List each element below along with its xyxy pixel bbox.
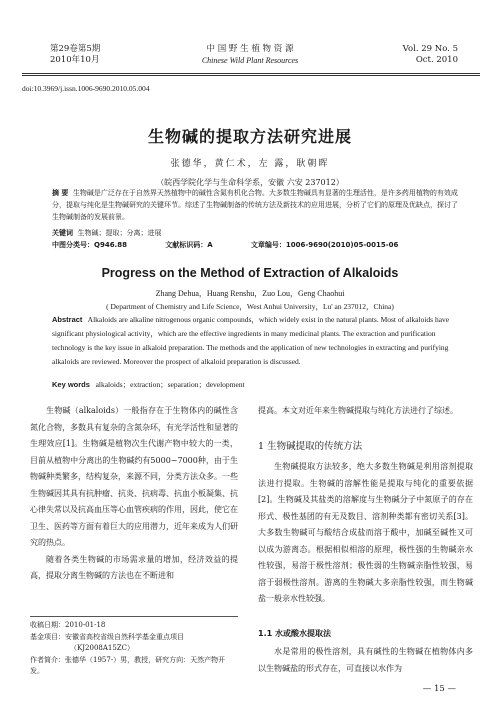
authors-en: Zhang Dehua，Huang Renshu，Zuo Lou，Geng Chaohui <box>155 289 345 298</box>
subsection-1-1-heading: 1.1 水或酸水提取法 <box>258 629 331 638</box>
keywords-en-text: alkaloids；extraction；separation；development <box>95 380 245 389</box>
abstract-en <box>52 313 462 369</box>
journal-date-cn: 2010年10月 <box>50 55 100 65</box>
document-code: 文献标识码：A <box>165 241 213 249</box>
abstract-en-label: Abstract <box>52 315 83 324</box>
journal-name-cn: 中 国 野 生 植 物 资 源 <box>206 44 294 54</box>
article-number: 文章编号：1006-9690(2010)05-0015-06 <box>250 241 399 249</box>
header-rule <box>22 73 480 74</box>
abstract-cn-label: 摘 要 <box>52 189 69 197</box>
keywords-cn <box>52 227 462 239</box>
keywords-en-label: Key words <box>52 380 90 389</box>
fund-project: 基金项目：安徽省高校省级自然科学基金重点项目 <box>30 632 184 641</box>
body-right-intro: 提高。本文对近年来生物碱提取与纯化方法进行了综述。 <box>258 406 458 415</box>
page-number: — 15 — <box>422 684 456 694</box>
affiliation-cn: （皖西学院化学与生命科学系，安徽 六安 237012） <box>156 178 344 187</box>
abstract-cn-text: 生物碱是广泛存在于自然界天然植物中的碱性含氮有机化合物。大多数生物碱具有显著的生理活性，是许多药用植物的有效成分，提取与纯化是生物碱研究的关键环节。综述了生物碱制备的传统方法及新技术的应用进展，分析了它们的原理及优缺点，探讨了生物碱制备的发展前景。 <box>52 189 458 221</box>
journal-name-en: Chinese Wild Plant Resources <box>201 56 299 65</box>
clc-number: 中图分类号：Q946.88 <box>52 241 127 249</box>
abstract-cn <box>52 187 462 223</box>
journal-issue-en <box>403 44 458 66</box>
keywords-cn-label: 关键词 <box>52 229 73 237</box>
footnotes <box>30 620 238 678</box>
journal-volume-en: Vol. 29 No. 5 <box>402 44 458 54</box>
journal-volume: 第29卷第5期 <box>50 44 101 54</box>
keywords-en <box>52 379 462 390</box>
intro-paragraph-1: 生物碱（alkaloids）一般指存在于生物体内的碱性含氮化合物，多数具有复杂的含氮杂环，有光学活性和显著的生理效应[1]。生物碱是植物次生代谢产物中较大的一类，目前从植物中分离出的生物碱约有5000~7000种，由于生物碱种类繁多，结构复杂，来源不同，分类方法众多。一些生物碱因其具有抗肿瘤、抗炎、抗病毒、抗血小板凝集、抗心律失常以及抗高血压等心血管疾病的作用，因此，使它在卫生、医药等方面有着巨大的应用潜力，近年来成为人们研究的热点。 <box>30 406 238 547</box>
keywords-cn-text: 生物碱；提取；分离；进展 <box>77 229 162 237</box>
article-title-cn: 生物碱的提取方法研究进展 <box>147 127 352 146</box>
doi: doi:10.3969/j.issn.1006-9690.2010.05.004 <box>22 84 150 93</box>
section-1-heading: 1 生物碱提取的传统方法 <box>258 441 363 452</box>
classification-row <box>52 240 472 250</box>
article-title-en: Progress on the Method of Extraction of Alkaloids <box>101 266 399 280</box>
header-rule-2 <box>22 75 480 76</box>
intro-paragraph-2: 随着各类生物碱的市场需求量的增加，经济效益的提高，提取分离生物碱的方法也在不断进和 <box>30 554 238 580</box>
received-date: 收稿日期：2010-01-18 <box>30 621 106 629</box>
subsection-1-1-text: 水是常用的极性溶剂，具有碱性的生物碱在植物体内多以生物碱盐的形式存在，可直接以水作为 <box>258 647 473 673</box>
abstract-en-text: Alkaloids are alkaline nitrogenous organic compounds，which widely exist in the natural plants. Most of alkaloids have significant physiological activity，which are the effective ingredients in many medicinal plants. The extraction and purification technology is the key issue in alkaloid preparation. The methods and the application of new technologies in extracting and purifying alkaloids are reviewed. Moreover the prospect of alkaloid preparation is discussed. <box>52 315 450 366</box>
body-left-column <box>30 403 238 585</box>
authors-cn: 张德华，黄仁术，左 露，耿朝晖 <box>170 159 330 169</box>
author-bio: 作者简介：张德华（1957-）男，教授，研究方向：天然产物开发。 <box>30 655 226 675</box>
section-1-text: 生物碱提取方法较多，绝大多数生物碱是利用溶剂提取法进行提取。生物碱的溶解性能是提取与纯化的重要依据[2]。生物碱及其盐类的溶解度与生物碱分子中氮原子的存在形式、极性基团的有无及数目、溶剂种类都有密切关系[3]。大多数生物碱可与酸结合成盐而溶于酸中，加碱至碱性又可以成为游离态。根据相似相溶的原理，极性强的生物碱亲水性较强，易溶于极性溶剂；极性弱的生物碱亲脂性较强，易溶于弱极性溶剂。游离的生物碱大多亲脂性较强，而生物碱盐一般亲水性较强。 <box>258 462 473 603</box>
affiliation-en: ( Department of Chemistry and Life Science，West Anhui University，Lu' an 237012，China) <box>106 302 394 311</box>
fund-code: （KJ2008A15ZC） <box>70 644 135 652</box>
journal-date-en: Oct. 2010 <box>415 55 458 65</box>
footnote-rule <box>30 616 238 617</box>
